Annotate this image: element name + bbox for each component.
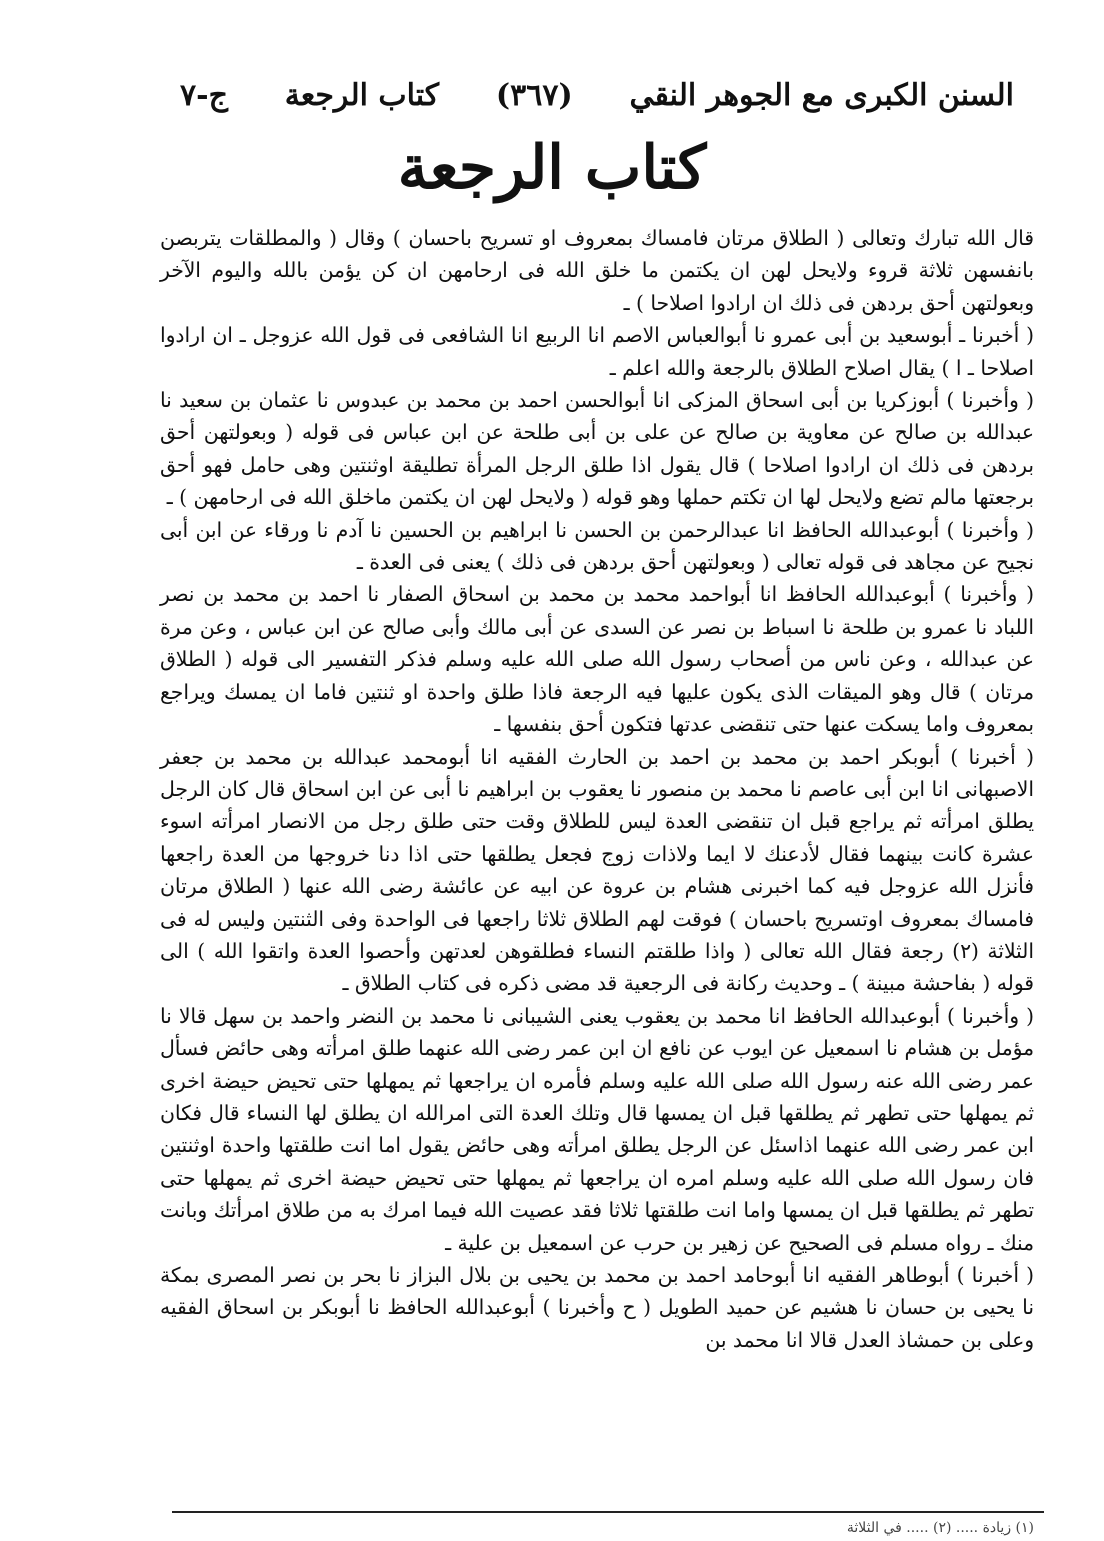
footnote: (١) زيادة ..... (٢) ..... في الثلاثة [846, 1520, 1034, 1536]
paragraph: قال الله تبارك وتعالى ( الطلاق مرتان فامساك بمعروف او تسريح باحسان ) وقال ( والمطلقات يتربصن بانفسهن ثلاثة قروء ولايحل لهن ان يكتمن ما خلق الله فى ارحامهن ان كن يؤمن بالله واليوم الآخر وبعولتهن أحق بردهن فى ذلك ان ارادوا اصلاحا ) ـ [160, 226, 1034, 315]
header-section-title: كتاب الرجعة [284, 77, 440, 113]
paragraph: ( وأخبرنا ) أبوعبدالله الحافظ انا عبدالرحمن بن الحسن نا ابراهيم بن الحسين نا آدم نا ورقاء عن ابن أبى نجيح عن مجاهد فى قوله تعالى ( وبعولتهن أحق بردهن فى ذلك ) يعنى فى العدة ـ [160, 517, 1034, 575]
body-text [160, 222, 1034, 1356]
paragraph: ( أخبرنا ـ أبوسعيد بن أبى عمرو نا أبوالعباس الاصم انا الربيع انا الشافعى فى قول الله عزوجل ـ ان ارادوا اصلاحا ـ ا ) يقال اصلاح الطلاق بالرجعة والله اعلم ـ [160, 323, 1034, 380]
running-header [180, 70, 1014, 120]
header-book-title: السنن الكبرى مع الجوهر النقي [629, 77, 1014, 113]
chapter-title: كتاب الرجعة [397, 133, 707, 203]
footnote-divider [172, 1511, 1044, 1513]
paragraph: ( أخبرنا ) أبوطاهر الفقيه انا أبوحامد احمد بن محمد بن يحيى بن بلال البزاز نا بحر بن نصر المصرى بمكة نا يحيى بن حسان نا هشيم عن حميد الطويل ( ح وأخبرنا ) أبوعبدالله الحافظ نا أبوبكر بن اسحاق الفقيه وعلى بن حمشاذ العدل قالا انا محمد بن [160, 1263, 1034, 1352]
header-page-number: (٣٦٧) [495, 77, 573, 113]
paragraph: ( وأخبرنا ) أبوعبدالله الحافظ انا محمد بن يعقوب يعنى الشيبانى نا محمد بن النضر واحمد بن سهل قالا نا مؤمل بن هشام نا اسمعيل عن ايوب عن نافع ان ابن عمر رضى الله عنهما طلق امرأته وهى حائض فسأل عمر رضى الله عنه رسول الله صلى الله عليه وسلم فأمره ان يراجعها ثم يمهلها حتى تحيض حيضة اخرى ثم يمهلها حتى تطهر ثم يطلقها قبل ان يمسها قال وتلك العدة التى امرالله ان يطلق لها النساء قال فكان ابن عمر رضى الله عنهما اذاسئل عن الرجل يطلق امرأته وهى حائض يقول اما انت طلقتها واحدة اوثنتين فان رسول الله صلى الله عليه وسلم امره ان يراجعها ثم يمهلها حتى تحيض حيضة اخرى ثم يمهلها حتى تطهر ثم يطلقها قبل ان يمسها واما انت طلقتها ثلاثا فقد عصيت الله فيما امرك به من طلاق امرأتك وبانت منك ـ رواه مسلم فى الصحيح عن زهير بن حرب عن اسمعيل بن علية ـ [160, 1003, 1034, 1255]
header-volume: ج-٧ [180, 77, 228, 113]
paragraph: ( وأخبرنا ) أبوعبدالله الحافظ انا أبواحمد محمد بن محمد بن اسحاق الصفار نا احمد بن محمد بن نصر اللباد نا عمرو بن طلحة نا اسباط بن نصر عن السدى عن أبى مالك وأبى صالح عن ابن عباس ، وعن مرة عن عبدالله ، وعن ناس من أصحاب رسول الله صلى الله عليه وسلم فذكر التفسير الى قوله ( الطلاق مرتان ) قال وهو الميقات الذى يكون عليها فيه الرجعة فاذا طلق واحدة او ثنتين فاما ان يمسك ويراجع بمعروف واما يسكت عنها حتى تنقضى عدتها فتكون أحق بنفسها ـ [160, 582, 1034, 737]
paragraph: ( وأخبرنا ) أبوزكريا بن أبى اسحاق المزكى انا أبوالحسن احمد بن محمد بن عبدوس نا عثمان بن سعيد نا عبدالله بن صالح عن معاوية بن صالح عن على بن أبى طلحة عن ابن عباس فى قوله ( وبعولتهن أحق بردهن فى ذلك ان ارادوا اصلاحا ) قال يقول اذا طلق الرجل المرأة تطليقة اوثنتين وهى حامل فهو أحق برجعتها مالم تضع ولايحل لها ان تكتم حملها وهو قوله ( ولايحل لهن ان يكتمن ماخلق الله فى ارحامهن ) ـ [160, 388, 1034, 510]
paragraph: ( أخبرنا ) أبوبكر احمد بن محمد بن احمد بن الحارث الفقيه انا أبومحمد عبدالله بن محمد بن جعفر الاصبهانى انا ابن أبى عاصم نا محمد بن منصور نا يعقوب بن ابراهيم نا أبى عن ابن اسحاق قال كان الرجل يطلق امرأته ثم يراجع قبل ان تنقضى العدة ليس للطلاق وقت حتى طلق رجل من الانصار امرأته اسوء عشرة كانت بينهما فقال لأدعنك لا ايما ولاذات زوج فجعل يطلقها حتى اذا دنا خروجها من العدة راجعها فأنزل الله عزوجل فيه كما اخبرنى هشام بن عروة عن ابيه عن عائشة رضى الله عنها ( الطلاق مرتان فامساك بمعروف اوتسريح باحسان ) فوقت لهم الطلاق ثلاثا راجعها فى الواحدة وفى الثنتين وليس له فى الثلاثة (٢) رجعة فقال الله تعالى ( واذا طلقتم النساء فطلقوهن لعدتهن وأحصوا العدة واتقوا الله ) الى قوله ( بفاحشة مبينة ) ـ وحديث ركانة فى الرجعية قد مضى ذكره فى كتاب الطلاق ـ [160, 744, 1034, 996]
